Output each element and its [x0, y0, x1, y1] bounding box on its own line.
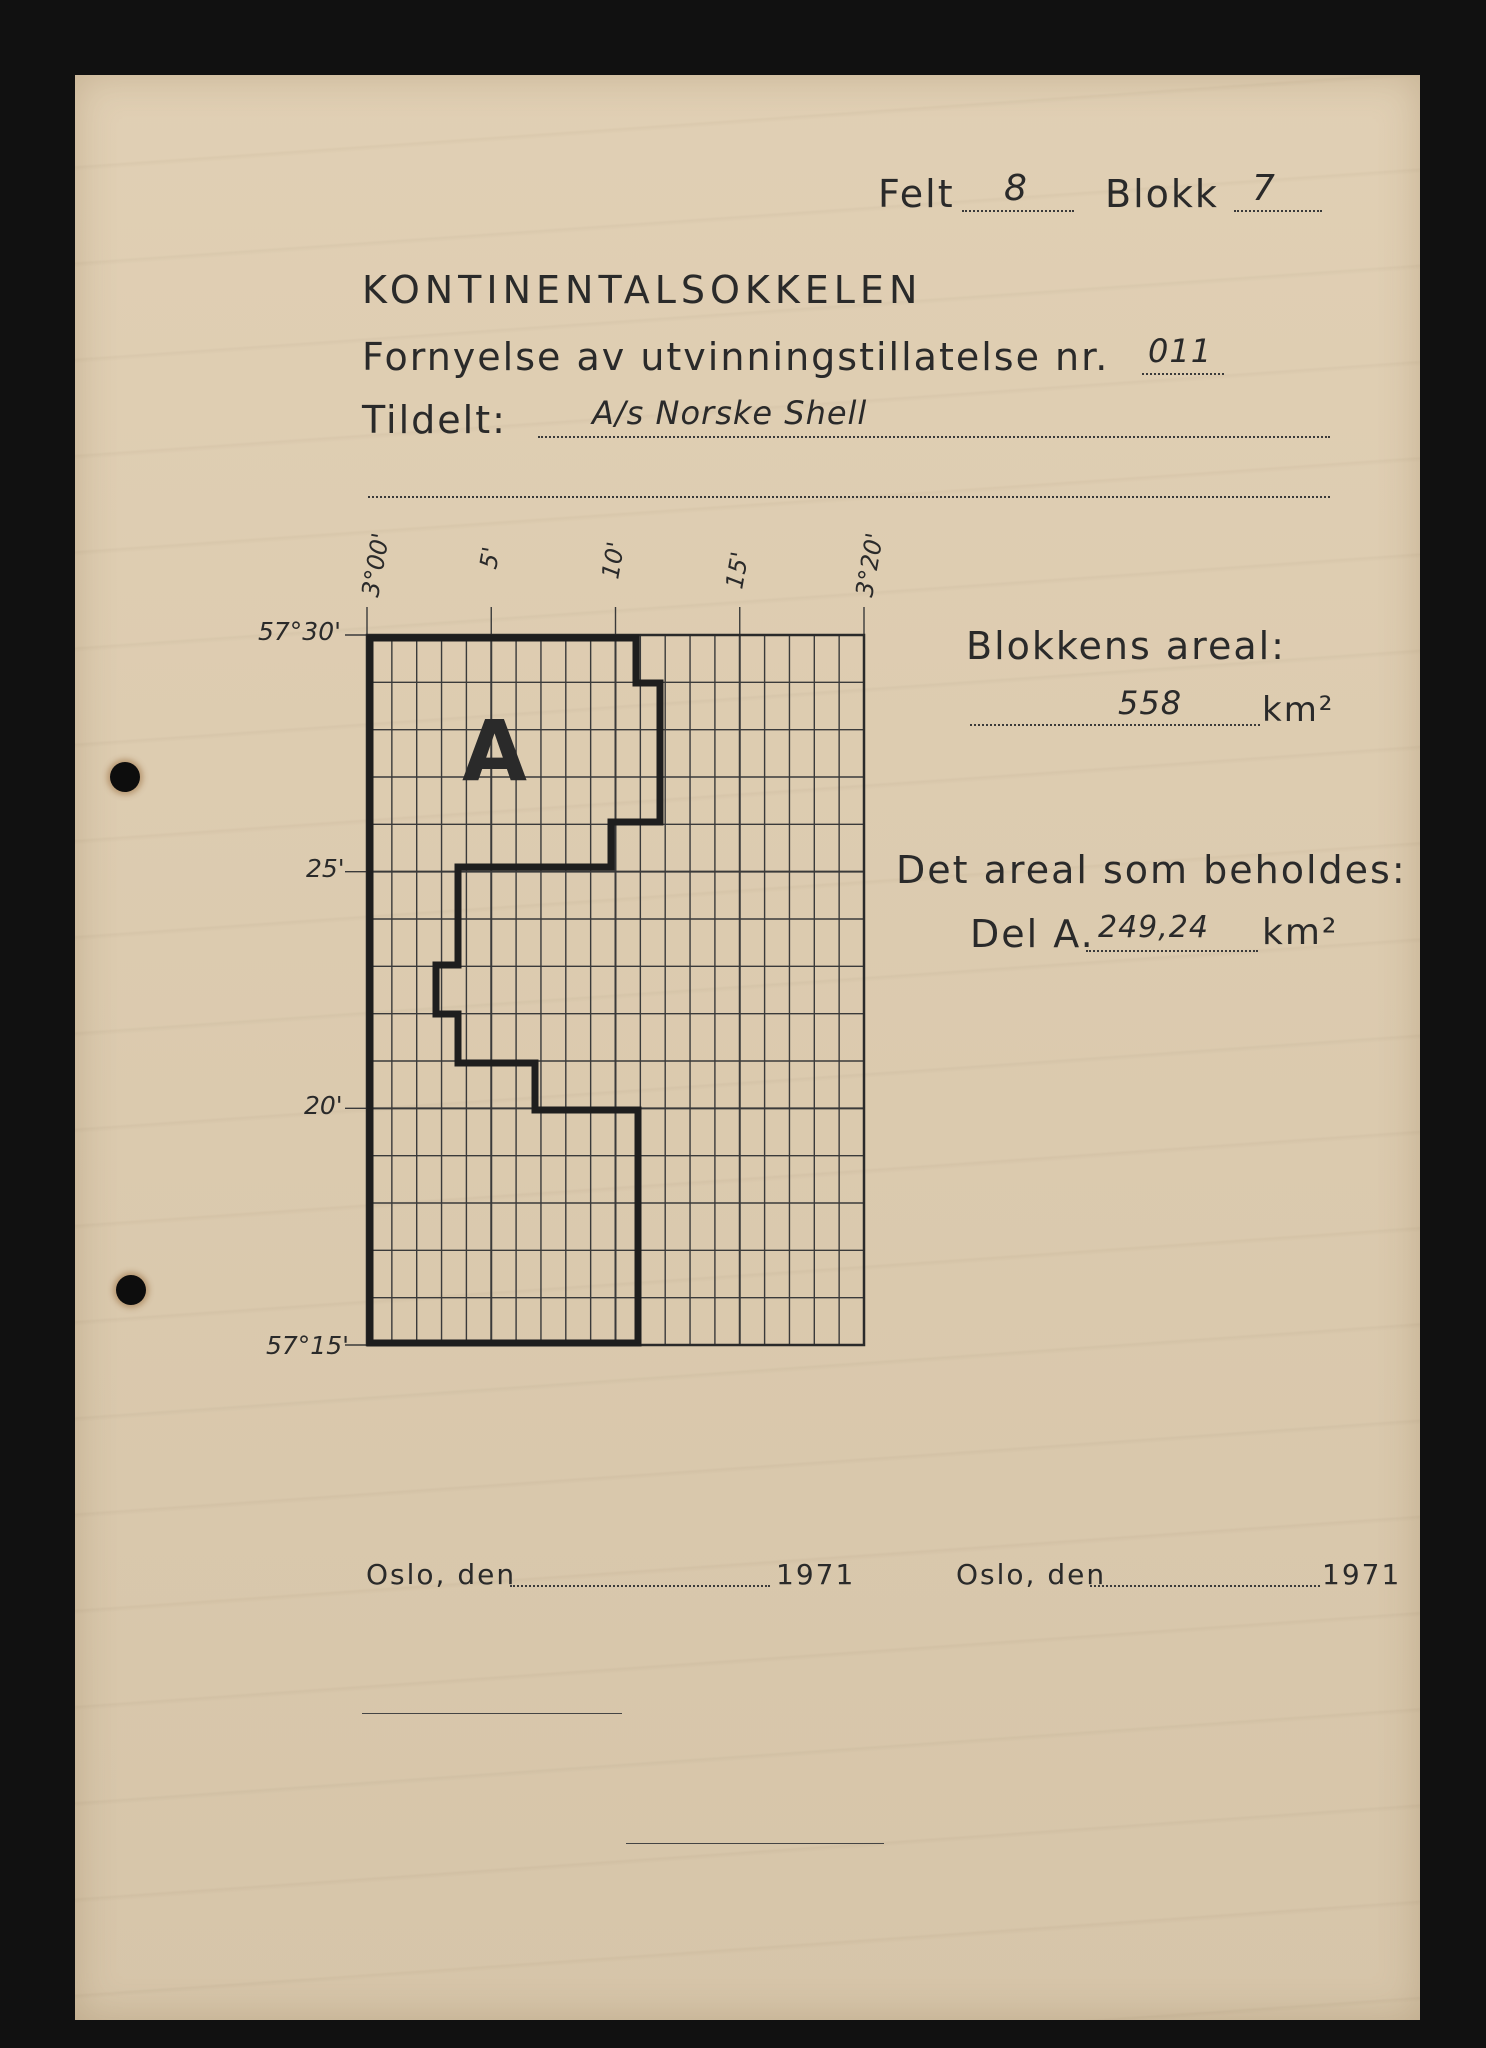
assigned-value: A/s Norske Shell	[592, 394, 868, 432]
block-area-value: 558	[1118, 684, 1183, 722]
date-right-dots	[1090, 1585, 1320, 1587]
signature-line-left	[362, 1713, 622, 1714]
license-number: 011	[1148, 332, 1213, 370]
lat-label-57-30: 57°30'	[258, 617, 341, 646]
lon-label-15: 15'	[720, 549, 755, 592]
blokk-label: Blokk	[1105, 172, 1219, 216]
lon-label-10: 10'	[596, 539, 631, 582]
year-left: 1971	[776, 1558, 856, 1591]
place-right: Oslo, den	[956, 1558, 1107, 1591]
block-area-label: Blokkens areal:	[966, 624, 1286, 668]
lat-label-57-15: 57°15'	[266, 1331, 349, 1360]
retained-value: 249,24	[1098, 910, 1209, 945]
block-area-unit: km²	[1262, 690, 1335, 730]
lon-label-3-00: 3°00'	[356, 530, 396, 600]
date-left-dots	[510, 1585, 770, 1587]
document-title: KONTINENTALSOKKELEN	[362, 268, 923, 312]
year-right: 1971	[1322, 1558, 1402, 1591]
felt-value: 8	[1004, 168, 1028, 209]
place-left: Oslo, den	[366, 1558, 517, 1591]
area-letter: A	[462, 702, 528, 800]
lon-label-5: 5'	[474, 544, 506, 572]
felt-label: Felt	[878, 172, 955, 216]
lat-label-20: 20'	[304, 1091, 343, 1120]
retained-unit: km²	[1262, 912, 1339, 953]
license-label: Fornyelse av utvinningstillatelse nr.	[362, 335, 1110, 379]
block-area-dots	[970, 724, 1260, 726]
lon-label-3-20: 3°20'	[850, 530, 890, 600]
signature-line-center	[626, 1843, 884, 1844]
blokk-value: 7	[1252, 168, 1276, 209]
retained-label: Det areal som beholdes:	[896, 848, 1407, 892]
assigned-label: Tildelt:	[362, 398, 507, 442]
retained-dots	[1086, 950, 1258, 952]
map-grid	[345, 607, 864, 1345]
lat-label-25: 25'	[306, 854, 345, 883]
retained-part-label: Del A.	[970, 912, 1095, 956]
